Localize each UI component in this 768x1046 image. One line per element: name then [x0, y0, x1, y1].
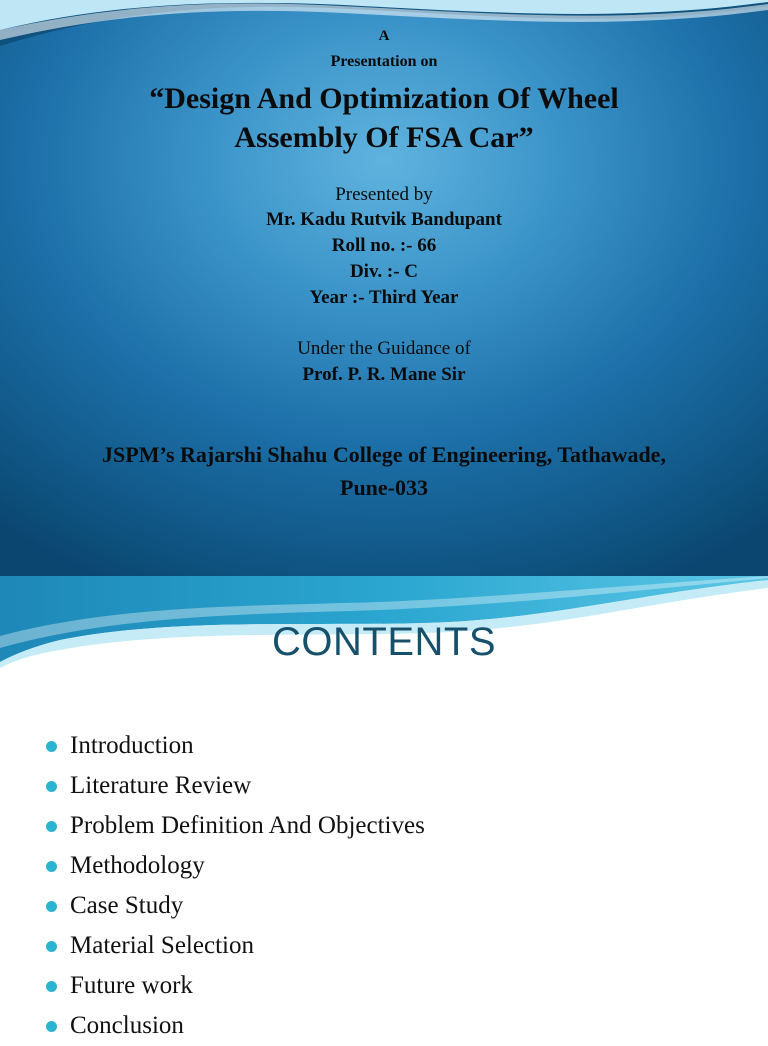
college-name-line2: Pune-033	[340, 475, 428, 500]
presentation-on-label: Presentation on	[330, 53, 438, 70]
list-item	[46, 806, 425, 846]
list-item	[46, 726, 425, 766]
list-item	[46, 1006, 425, 1046]
guidance-label: Under the Guidance of	[297, 338, 471, 359]
bullet-icon	[46, 981, 57, 992]
bullet-icon	[46, 901, 57, 912]
division: Div. :- C	[349, 261, 419, 282]
list-item	[46, 966, 425, 1006]
contents-heading: CONTENTS	[272, 620, 496, 664]
list-item	[46, 886, 425, 926]
list-item-label: Future work	[70, 972, 193, 999]
contents-list	[46, 726, 425, 1046]
intro-letter: A	[378, 28, 390, 44]
bullet-icon	[46, 741, 57, 752]
presentation-title-line1: “Design And Optimization Of Wheel	[149, 82, 619, 115]
list-item	[46, 766, 425, 806]
bullet-icon	[46, 781, 57, 792]
presentation-title-line2: Assembly Of FSA Car”	[234, 121, 534, 154]
college-name-line1: JSPM’s Rajarshi Shahu College of Engineering, Tathawade,	[102, 442, 666, 467]
bullet-icon	[46, 941, 57, 952]
list-item	[46, 926, 425, 966]
list-item-label: Conclusion	[70, 1012, 184, 1039]
contents-slide	[0, 576, 768, 1039]
list-item-label: Material Selection	[70, 932, 254, 959]
presenter-name: Mr. Kadu Rutvik Bandupant	[266, 209, 502, 230]
list-item	[46, 846, 425, 886]
list-item-label: Problem Definition And Objectives	[70, 812, 425, 839]
bullet-icon	[46, 821, 57, 832]
bullet-icon	[46, 861, 57, 872]
list-item-label: Methodology	[70, 852, 205, 879]
presented-by-label: Presented by	[335, 184, 433, 205]
list-item-label: Literature Review	[70, 772, 252, 799]
list-item-label: Introduction	[70, 732, 194, 759]
list-item-label: Case Study	[70, 892, 184, 919]
academic-year: Year :- Third Year	[309, 287, 459, 308]
roll-number: Roll no. :- 66	[331, 235, 437, 256]
bullet-icon	[46, 1021, 57, 1032]
guide-name: Prof. P. R. Mane Sir	[302, 364, 466, 385]
